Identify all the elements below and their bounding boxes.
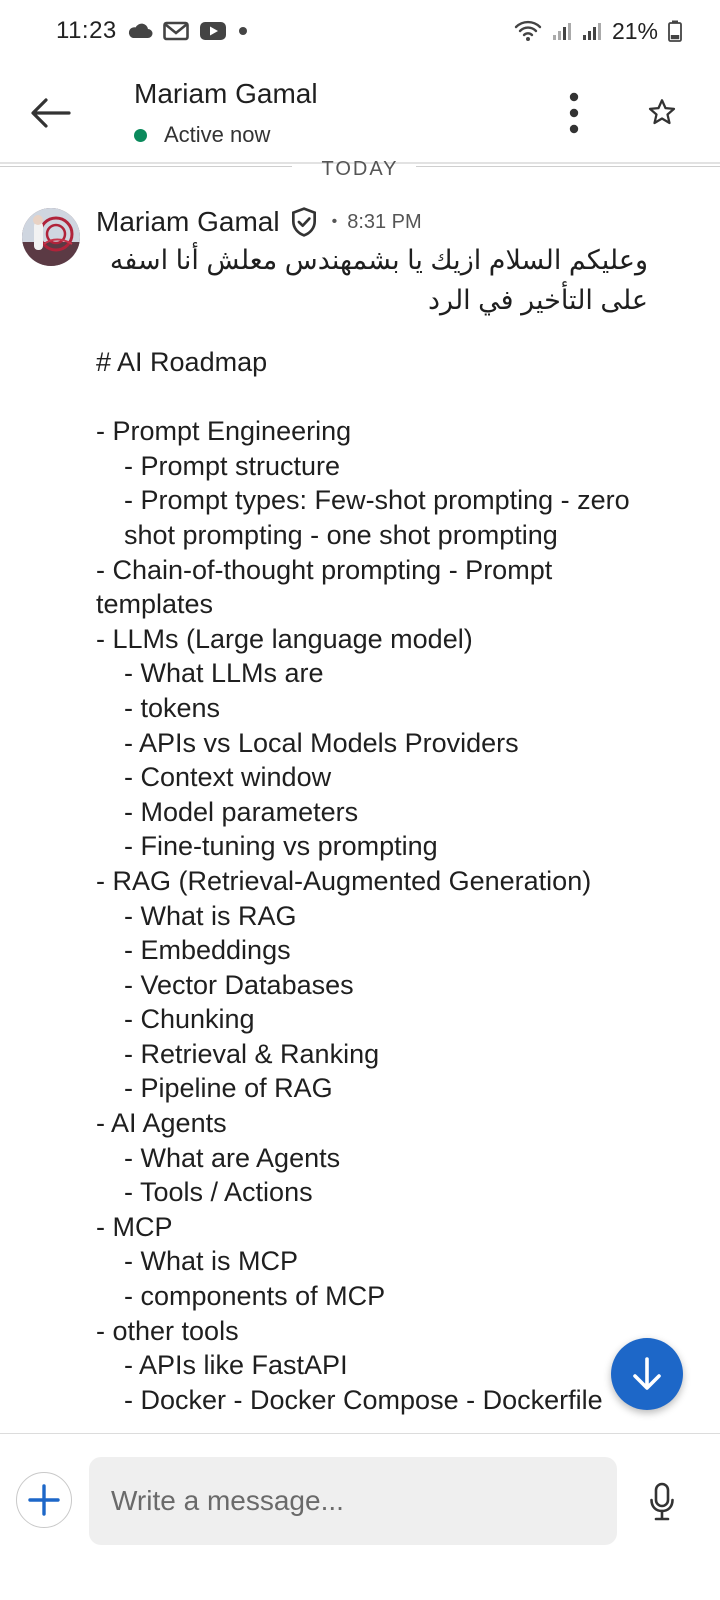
message-line: - Pipeline of RAG bbox=[124, 1073, 333, 1104]
more-options-button[interactable] bbox=[558, 88, 590, 138]
blank-line bbox=[96, 380, 656, 415]
message-line: - Docker - Docker Compose - Dockerfile bbox=[124, 1384, 603, 1415]
sender-name[interactable]: Mariam Gamal bbox=[96, 206, 280, 237]
voice-message-button[interactable] bbox=[644, 1478, 680, 1526]
message-line: - components of MCP bbox=[124, 1281, 386, 1312]
battery-icon bbox=[668, 20, 682, 42]
chat-header bbox=[0, 62, 720, 164]
message-line: - APIs like FastAPI bbox=[124, 1350, 348, 1381]
star-icon bbox=[647, 97, 677, 127]
signal-icon bbox=[552, 21, 572, 41]
message-line: - Chain-of-thought prompting - Prompt templates bbox=[96, 554, 553, 620]
sender-avatar[interactable] bbox=[22, 208, 80, 266]
message-line: - What are Agents bbox=[124, 1142, 341, 1173]
plus-icon bbox=[27, 1483, 61, 1517]
attach-button[interactable] bbox=[16, 1472, 72, 1528]
message-line: - Prompt structure bbox=[124, 450, 341, 481]
message-line: - Context window bbox=[124, 762, 332, 793]
meta-separator: • bbox=[331, 213, 338, 230]
youtube-icon bbox=[199, 21, 227, 41]
presence-text: Active now bbox=[164, 122, 271, 147]
message-line: - Model parameters bbox=[124, 796, 359, 827]
message-line: - MCP bbox=[96, 1211, 173, 1242]
back-arrow-icon bbox=[29, 96, 73, 130]
contact-name[interactable]: Mariam Gamal bbox=[134, 78, 318, 109]
message-line: - LLMs (Large language model) bbox=[96, 623, 473, 654]
message-header bbox=[96, 206, 422, 238]
signal-icon bbox=[582, 21, 602, 41]
message-line: - Tools / Actions bbox=[124, 1177, 313, 1208]
more-vertical-icon bbox=[568, 91, 580, 135]
microphone-icon bbox=[649, 1482, 675, 1522]
message-line: - tokens bbox=[124, 692, 221, 723]
back-button[interactable] bbox=[28, 90, 74, 136]
message-line: - Chunking bbox=[124, 1004, 255, 1035]
message-line: - Vector Databases bbox=[124, 969, 354, 1000]
message-line: - Prompt types: Few-shot prompting - zero shot prompting - one shot prompting bbox=[124, 485, 630, 550]
gmail-icon bbox=[163, 21, 189, 41]
message-line: - What LLMs are bbox=[124, 658, 324, 689]
status-time: 11:23 bbox=[56, 17, 117, 44]
star-button[interactable] bbox=[644, 92, 680, 132]
composer-divider bbox=[0, 1433, 720, 1434]
message-time: 8:31 PM bbox=[347, 210, 422, 233]
day-separator-label: TODAY bbox=[321, 158, 399, 180]
cloud-icon bbox=[127, 23, 153, 39]
presence-status bbox=[134, 122, 270, 148]
message-line: - Embeddings bbox=[124, 935, 291, 966]
status-bar bbox=[0, 0, 720, 62]
wifi-icon bbox=[514, 20, 542, 42]
message-line: - Prompt Engineering bbox=[96, 416, 352, 447]
dot-icon bbox=[237, 25, 249, 37]
message-line: - Fine-tuning vs prompting bbox=[124, 831, 438, 862]
verified-shield-icon bbox=[288, 206, 320, 238]
scroll-to-bottom-button[interactable] bbox=[611, 1338, 683, 1410]
message-input[interactable] bbox=[89, 1457, 617, 1545]
message-line: - other tools bbox=[96, 1315, 239, 1346]
message-rtl-text: وعليكم السلام ازيك يا بشمهندس معلش أنا اسفه على التأخير في الرد bbox=[109, 245, 648, 315]
message-line: - What is RAG bbox=[124, 900, 297, 931]
avatar-image bbox=[22, 208, 80, 266]
presence-dot-icon bbox=[134, 129, 147, 142]
message-body bbox=[96, 345, 656, 1417]
battery-percent: 21% bbox=[611, 17, 658, 44]
message-line: - Retrieval & Ranking bbox=[124, 1038, 380, 1069]
message-line: - AI Agents bbox=[96, 1108, 227, 1139]
message-line: - What is MCP bbox=[124, 1246, 299, 1277]
day-separator bbox=[0, 160, 720, 182]
message-line: - RAG (Retrieval-Augmented Generation) bbox=[96, 865, 592, 896]
arrow-down-icon bbox=[630, 1356, 664, 1392]
message-line: # AI Roadmap bbox=[96, 347, 268, 377]
message-line: - APIs vs Local Models Providers bbox=[124, 727, 519, 758]
